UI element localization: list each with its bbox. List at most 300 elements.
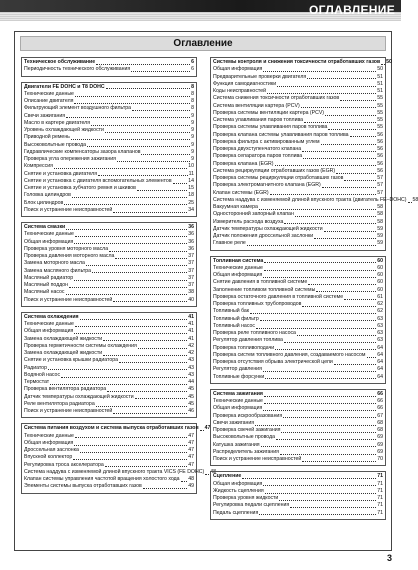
toc-entry-text: Заполнение топливом топливной системы	[213, 286, 316, 293]
toc-entry-text: Снятие давления в топливной системе	[213, 279, 308, 286]
dot-leader	[105, 132, 190, 133]
toc-section	[21, 423, 216, 493]
dot-leader	[324, 231, 377, 232]
toc-entry[interactable]	[24, 231, 194, 238]
dot-leader	[316, 291, 376, 292]
toc-entry[interactable]	[213, 124, 383, 131]
toc-entry-text: Система наддува с изменяемой длиной впускного тракта VICS (FE DOHC)	[24, 468, 205, 475]
toc-entry[interactable]	[213, 168, 383, 175]
toc-entry-page: 55	[377, 102, 383, 109]
toc-entry-page: 37	[188, 282, 194, 288]
toc-entry-page: 38	[188, 289, 194, 296]
dot-leader	[80, 319, 188, 320]
toc-entry[interactable]	[24, 163, 194, 170]
toc-entry[interactable]	[213, 434, 383, 441]
toc-section-heading[interactable]	[213, 258, 383, 265]
toc-entry-page: 47	[204, 425, 211, 432]
toc-entry[interactable]	[213, 226, 383, 233]
toc-entry-page: 45	[188, 400, 194, 407]
toc-entry[interactable]	[24, 246, 194, 253]
toc-entry[interactable]	[213, 233, 383, 240]
dot-leader	[344, 299, 376, 300]
toc-entry-page: 64	[377, 373, 383, 380]
toc-entry-text: Система рециркуляции отработавших газов (EGR)	[213, 167, 336, 174]
toc-entry-page: 37	[188, 267, 194, 274]
dot-leader	[75, 437, 187, 438]
toc-entry[interactable]	[24, 275, 194, 282]
dot-leader	[115, 258, 187, 259]
toc-entry-text: Система питания воздухом и система выпуска отработавших газов	[24, 425, 199, 432]
toc-entry[interactable]	[24, 289, 194, 296]
toc-entry-page: 51	[377, 73, 383, 80]
toc-entry[interactable]	[24, 386, 194, 393]
toc-entry-text: Снятие и установка с двигателя вспомогательных элементов	[24, 177, 172, 184]
toc-entry-page: 69	[377, 448, 383, 455]
dot-leader	[260, 320, 376, 321]
toc-entry[interactable]	[213, 420, 383, 427]
toc-entry[interactable]	[213, 366, 383, 373]
dot-leader	[87, 146, 190, 147]
toc-entry-text: Дроссельная заслонка	[24, 447, 79, 453]
dot-leader	[75, 96, 190, 97]
toc-entry[interactable]	[213, 323, 383, 330]
toc-entry-page: 56	[377, 146, 383, 152]
dot-leader	[297, 335, 376, 336]
toc-entry[interactable]	[213, 488, 383, 495]
toc-entry-text: Проверка свечей зажигания	[213, 427, 281, 433]
toc-entry-text: Предварительные проверки двигателя	[213, 73, 307, 80]
toc-entry[interactable]	[213, 442, 383, 449]
toc-entry[interactable]	[24, 297, 194, 304]
toc-entry-text: Технические данные	[24, 321, 74, 327]
toc-entry[interactable]	[24, 105, 194, 112]
toc-entry-page: 62	[377, 301, 383, 307]
toc-entry[interactable]	[213, 110, 383, 117]
toc-entry-text: Регулятор давления топлива	[213, 337, 283, 344]
toc-entry[interactable]	[213, 103, 383, 110]
dot-leader	[109, 251, 187, 252]
dot-leader	[295, 216, 376, 217]
toc-entry[interactable]	[213, 359, 383, 366]
toc-entry-page: 69	[377, 441, 383, 448]
toc-entry[interactable]	[24, 483, 194, 490]
dot-leader	[321, 144, 377, 145]
dot-leader	[307, 78, 376, 79]
dot-leader	[91, 125, 190, 126]
toc-entry-text: Компрессия	[24, 163, 53, 170]
toc-entry[interactable]	[213, 81, 383, 88]
dot-leader	[119, 362, 187, 363]
dot-leader	[277, 86, 376, 87]
dot-leader	[275, 165, 377, 166]
toc-entry-page: 9	[191, 148, 194, 155]
toc-entry[interactable]	[213, 374, 383, 381]
toc-entry-text: Поиск и устранение неисправностей	[24, 296, 113, 303]
dot-leader	[264, 396, 376, 397]
dot-leader	[113, 212, 187, 213]
toc-entry[interactable]	[213, 74, 383, 81]
toc-section	[210, 468, 386, 520]
toc-entry-text: Проверка давления моторного масла	[24, 253, 115, 259]
dot-leader	[69, 287, 187, 288]
dot-leader	[263, 371, 376, 372]
toc-entry-page: 56	[377, 138, 383, 145]
toc-entry-text: Периодичность технического обслуживания	[24, 66, 131, 73]
toc-entry-page: 9	[191, 156, 194, 162]
toc-entry-page: 64	[377, 344, 383, 351]
toc-entry[interactable]	[24, 178, 194, 185]
dot-leader	[302, 151, 376, 152]
toc-entry[interactable]	[24, 454, 194, 461]
toc-entry[interactable]	[213, 161, 383, 168]
toc-entry-text: Свечи зажигания	[24, 112, 66, 119]
toc-entry-text: Регулятор давления	[213, 366, 262, 373]
toc-entry[interactable]	[24, 372, 194, 379]
toc-entry[interactable]	[213, 427, 383, 434]
toc-entry[interactable]	[213, 287, 383, 294]
dot-leader	[74, 243, 187, 244]
toc-entry-text: Проверка системы вентиляции картера (PCV)	[213, 109, 325, 116]
toc-entry-text: Проверка вентилятора радиатора	[24, 386, 107, 393]
toc-entry[interactable]	[24, 66, 194, 73]
dot-leader	[75, 236, 187, 237]
toc-entry-page: 47	[188, 454, 194, 461]
dot-leader	[256, 328, 376, 329]
dot-leader	[66, 117, 190, 118]
toc-entry-text: Снятие и установка зубчатого ремня и шкивов	[24, 185, 136, 191]
toc-entry[interactable]	[24, 433, 194, 440]
toc-entry[interactable]	[24, 156, 194, 163]
toc-entry[interactable]	[213, 117, 383, 124]
dot-leader	[290, 507, 376, 508]
toc-entry-text: Системы контроля и снижения токсичности отработавших газов	[213, 59, 381, 65]
toc-section	[21, 312, 197, 419]
toc-entry-text: Система зажигания	[213, 390, 263, 397]
toc-entry[interactable]	[213, 316, 383, 323]
dot-leader	[132, 110, 190, 111]
toc-entry-text: Топливные форсунки	[213, 373, 265, 380]
dot-leader	[250, 313, 376, 314]
toc-entry-text: Проверка системы рециркуляции отработавших газов	[213, 175, 344, 181]
toc-entry[interactable]	[213, 190, 383, 197]
toc-entry-page: 34	[188, 206, 194, 213]
toc-section-heading[interactable]	[213, 391, 383, 398]
toc-entry[interactable]	[213, 95, 383, 102]
toc-entry[interactable]	[24, 343, 194, 350]
toc-entry-page: 9	[191, 141, 194, 148]
toc-entry[interactable]	[213, 175, 383, 182]
toc-entry[interactable]	[213, 330, 383, 337]
toc-section	[210, 256, 386, 384]
toc-entry-page: 9	[191, 119, 194, 126]
toc-entry-text: Клапан системы (EGR)	[213, 189, 269, 196]
toc-entry[interactable]	[213, 88, 383, 95]
toc-entry-text: Замена охлаждающей жидкости	[24, 335, 103, 342]
toc-entry[interactable]	[24, 120, 194, 127]
toc-entry-text: Общая информация	[24, 439, 74, 446]
toc-entry-page: 41	[188, 321, 194, 327]
toc-entry[interactable]	[24, 149, 194, 156]
dot-leader	[103, 355, 187, 356]
toc-entry[interactable]	[213, 182, 383, 189]
toc-entry-page: 46	[188, 408, 194, 414]
toc-entry-page: 45	[188, 393, 194, 400]
toc-entry[interactable]	[24, 200, 194, 207]
dot-leader	[181, 481, 188, 482]
header-bar	[0, 0, 401, 22]
toc-entry-text: Замена охлаждающей жидкости	[24, 350, 103, 356]
toc-entry-page: 25	[188, 199, 194, 206]
toc-entry-text: Приводной ремень	[24, 134, 70, 141]
toc-entry-text: Односторонний запорный клапан	[213, 211, 294, 218]
toc-entry[interactable]	[24, 328, 194, 335]
toc-entry[interactable]	[213, 449, 383, 456]
toc-entry[interactable]	[24, 365, 194, 372]
toc-entry[interactable]	[213, 510, 383, 517]
dot-leader	[367, 357, 377, 358]
toc-entry-page: 59	[377, 233, 383, 239]
toc-section-heading[interactable]	[213, 59, 392, 66]
toc-entry[interactable]	[24, 321, 194, 328]
dot-leader	[336, 173, 376, 174]
dot-leader	[92, 272, 187, 273]
toc-entry[interactable]	[213, 219, 383, 226]
toc-entry-text: Топливный насос	[213, 322, 255, 329]
dot-leader	[259, 209, 376, 210]
dot-leader	[61, 377, 187, 378]
toc-entry[interactable]	[24, 185, 194, 192]
toc-section-heading[interactable]	[213, 473, 383, 480]
dot-leader	[98, 175, 188, 176]
dot-leader	[275, 349, 376, 350]
toc-entry-page: 36	[188, 238, 194, 245]
toc-entry-page: 64	[377, 351, 383, 358]
toc-entry[interactable]	[213, 502, 383, 509]
toc-entry-text: Топливный фильтр	[213, 315, 259, 322]
toc-entry[interactable]	[24, 379, 194, 386]
toc-entry-page: 61	[377, 293, 383, 300]
dot-leader	[261, 446, 377, 447]
dot-leader	[264, 403, 376, 404]
toc-entry[interactable]	[213, 153, 383, 160]
toc-entry-text: Функция самодиагностики	[213, 80, 277, 87]
toc-entry-text: Высоковольтные провода	[213, 434, 275, 441]
toc-entry-text: Измеритель расхода воздуха	[213, 218, 284, 225]
dot-leader	[255, 425, 376, 426]
toc-entry[interactable]	[213, 279, 383, 286]
toc-section	[21, 222, 197, 307]
toc-entry-page: 64	[377, 359, 383, 365]
toc-entry-page: 57	[377, 189, 383, 196]
toc-entry-text: Вакуумная камера	[213, 204, 258, 210]
toc-entry[interactable]	[24, 91, 194, 98]
dot-leader	[408, 202, 412, 203]
toc-entry-page: 45	[188, 386, 194, 393]
toc-entry-text: Датчик положения дроссельной заслонки	[213, 233, 314, 239]
toc-entry[interactable]	[24, 207, 194, 214]
dot-leader	[284, 342, 376, 343]
toc-entry-text: Общая информация	[213, 66, 263, 73]
toc-entry[interactable]	[213, 139, 383, 146]
dot-leader	[66, 294, 188, 295]
toc-entry-page: 51	[377, 88, 383, 94]
toc-entry-page: 43	[188, 357, 194, 364]
toc-entry-page: 15	[188, 185, 194, 191]
toc-box	[14, 31, 418, 551]
toc-entry-text: Общая информация	[213, 480, 263, 487]
toc-entry[interactable]	[24, 401, 194, 408]
toc-entry-page: 41	[188, 313, 194, 320]
toc-entry-page: 67	[377, 412, 383, 419]
toc-entry[interactable]	[24, 462, 194, 469]
toc-entry-text: Общая информация	[24, 238, 74, 245]
toc-entry-text: Поиск и устранение неисправностей	[213, 456, 302, 462]
toc-entry-page: 47	[188, 447, 194, 453]
toc-entry[interactable]	[213, 196, 418, 204]
toc-entry-text: Коды неисправностей	[213, 88, 267, 94]
toc-entry[interactable]	[24, 134, 194, 141]
dot-leader	[66, 229, 187, 230]
dot-leader	[302, 461, 376, 462]
toc-section	[210, 57, 418, 251]
toc-entry-page: 57	[377, 175, 383, 181]
dot-leader	[314, 238, 376, 239]
toc-entry[interactable]	[24, 468, 216, 476]
toc-entry-page: 36	[188, 231, 194, 238]
toc-entry-text: Фильтрующий элемент воздушного фильтра	[24, 105, 131, 112]
toc-entry-page: 68	[377, 427, 383, 433]
toc-entry[interactable]	[24, 357, 194, 364]
toc-entry[interactable]	[24, 142, 194, 149]
toc-section-heading[interactable]	[24, 84, 194, 91]
toc-entry-page: 48	[210, 468, 216, 475]
toc-entry-text: Проверка двухступенчатого клапана	[213, 146, 302, 152]
toc-entry-page: 42	[188, 342, 194, 349]
toc-entry-text: Проверка остаточного давления в топливной системе	[213, 293, 344, 300]
toc-entry-page: 71	[377, 509, 383, 516]
dot-leader	[322, 187, 376, 188]
toc-entry-page: 11	[188, 170, 194, 177]
toc-entry-text: Система охлаждения	[24, 313, 79, 320]
toc-entry[interactable]	[213, 66, 383, 73]
toc-entry-text: Технические данные	[24, 231, 74, 238]
toc-entry-page: 51	[377, 80, 383, 87]
toc-entry[interactable]	[213, 405, 383, 412]
dot-leader	[263, 485, 376, 486]
toc-entry-text: Проверка системы улавливания паров топлива	[213, 124, 328, 131]
toc-entry-page: 66	[377, 398, 383, 404]
toc-entry-text: Свечи зажигания	[213, 419, 255, 426]
toc-entry-text: Проверка фильтра с активированным углем	[213, 138, 320, 145]
toc-entry[interactable]	[24, 476, 194, 483]
toc-section	[21, 82, 197, 218]
toc-entry[interactable]	[24, 394, 194, 401]
dot-leader	[276, 439, 376, 440]
toc-entry[interactable]	[213, 240, 383, 247]
toc-entry-page: 9	[191, 112, 194, 119]
dot-leader	[265, 493, 376, 494]
toc-entry[interactable]	[213, 308, 383, 315]
toc-entry[interactable]	[24, 171, 194, 178]
dot-leader	[103, 340, 187, 341]
toc-entry-text: Радиатор	[24, 364, 47, 371]
toc-entry[interactable]	[213, 337, 383, 344]
toc-entry-page: 66	[377, 405, 383, 412]
dot-leader	[301, 107, 377, 108]
toc-entry-page: 9	[191, 134, 194, 141]
dot-leader	[75, 326, 187, 327]
toc-entry[interactable]	[24, 192, 194, 199]
toc-entry-text: Описание двигателя	[24, 98, 74, 104]
toc-entry[interactable]	[213, 294, 383, 301]
dot-leader	[283, 417, 376, 418]
dot-leader	[135, 398, 188, 399]
toc-entry[interactable]	[213, 132, 383, 139]
toc-entry[interactable]	[213, 398, 383, 405]
dot-leader	[71, 139, 190, 140]
dot-leader	[340, 100, 376, 101]
toc-entry[interactable]	[213, 345, 383, 352]
toc-entry[interactable]	[24, 408, 194, 415]
toc-entry-page: 66	[377, 390, 383, 397]
toc-entry-text: Проверка герметичности системы охлаждения	[24, 342, 137, 349]
dot-leader	[96, 406, 188, 407]
toc-entry[interactable]	[24, 268, 194, 275]
toc-entry-page: 63	[377, 315, 383, 322]
toc-entry-text: Уровень охлаждающей жидкости	[24, 127, 104, 133]
toc-section-heading[interactable]	[24, 425, 211, 432]
toc-entry-text: Термостат	[24, 379, 50, 385]
toc-entry-page: 6	[191, 66, 194, 73]
toc-entry[interactable]	[24, 350, 194, 357]
dot-leader	[381, 64, 385, 65]
toc-entry[interactable]	[24, 113, 194, 120]
toc-left-column	[21, 57, 216, 499]
toc-entry-page: 10	[188, 163, 194, 170]
toc-entry-text: Высоковольтные провода	[24, 141, 86, 148]
toc-section-heading[interactable]	[24, 59, 194, 66]
toc-entry[interactable]	[213, 146, 383, 153]
toc-entry-page: 47	[188, 432, 194, 439]
dot-leader	[265, 378, 376, 379]
toc-entry[interactable]	[24, 253, 194, 260]
toc-section-heading[interactable]	[24, 224, 194, 231]
toc-entry[interactable]	[24, 239, 194, 246]
toc-section-heading[interactable]	[24, 314, 194, 321]
toc-entry[interactable]	[213, 352, 383, 359]
toc-entry-text: Распределитель зажигания	[213, 448, 279, 455]
dot-leader	[242, 478, 376, 479]
toc-entry[interactable]	[213, 456, 383, 463]
toc-entry-text: Проверка угла опережения зажигания	[24, 156, 116, 162]
toc-entry[interactable]	[213, 495, 383, 502]
dot-leader	[302, 306, 376, 307]
toc-entry[interactable]	[213, 265, 383, 272]
toc-entry[interactable]	[24, 260, 194, 267]
toc-entry-page: 71	[377, 480, 383, 487]
toc-entry[interactable]	[213, 413, 383, 420]
toc-entry-page: 18	[188, 192, 194, 199]
toc-entry-text: Поиск и устранение неисправностей	[24, 408, 113, 414]
toc-entry[interactable]	[213, 211, 383, 218]
toc-entry-page: 55	[377, 117, 383, 123]
toc-entry[interactable]	[24, 336, 194, 343]
toc-entry[interactable]	[213, 481, 383, 488]
toc-entry[interactable]	[24, 440, 194, 447]
toc-entry-page: 60	[377, 257, 383, 264]
dot-leader	[96, 64, 190, 65]
dot-leader	[325, 115, 376, 116]
